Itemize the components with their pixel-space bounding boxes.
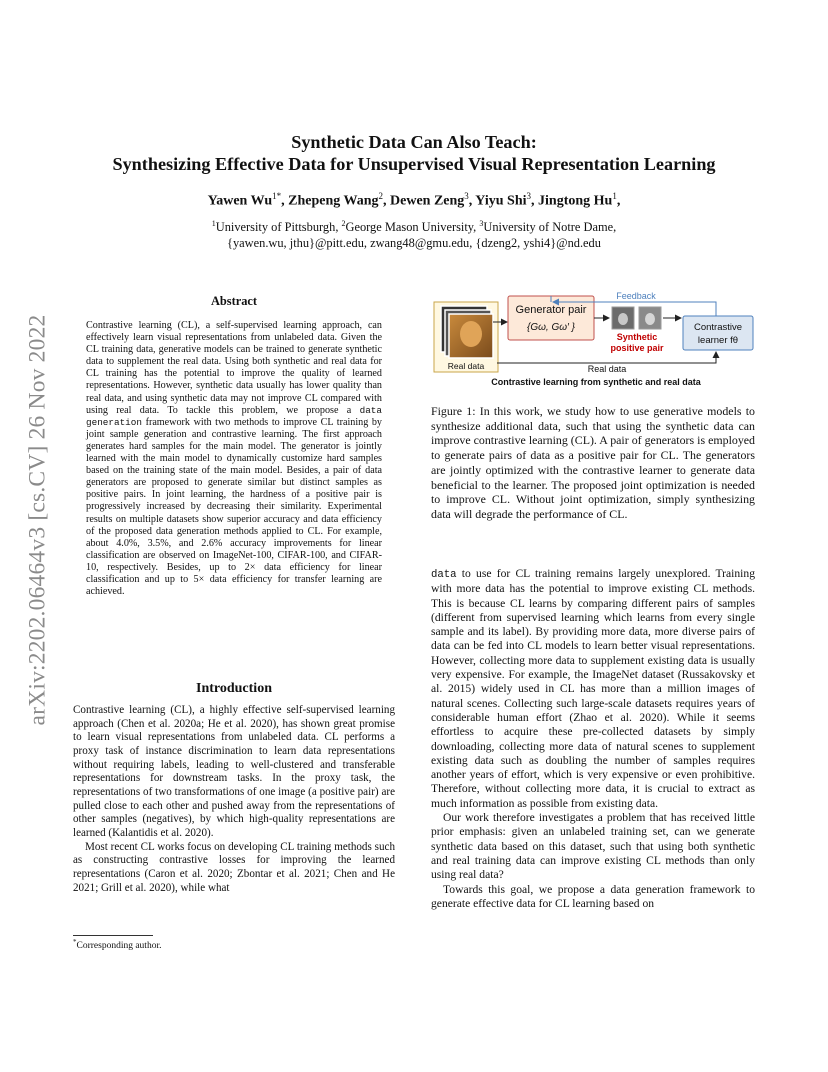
generator-pair-frame: [508, 296, 594, 340]
contrastive-learner-line-2: learner fθ: [697, 335, 739, 346]
abstract-body: [86, 320, 382, 598]
affiliation-line: [60, 216, 768, 235]
author-sep: ,: [531, 193, 539, 209]
right-paragraph-1: [431, 567, 755, 811]
synthetic-label-line-1: Synthetic: [616, 332, 658, 342]
abstract-paragraph: [86, 320, 382, 598]
abstract-heading: Abstract: [210, 294, 258, 308]
author-sup: 3: [464, 191, 469, 201]
dog-head-shape: [460, 321, 482, 347]
affiliation-sup: 3: [479, 219, 484, 228]
author-sep: ,: [616, 193, 621, 209]
synthetic-pair: [610, 307, 664, 353]
author-sup: 1: [612, 191, 617, 201]
arxiv-identifier-text: arXiv:2202.06464v3 [cs.CV] 26 Nov 2022: [24, 314, 51, 726]
figure-1-diagram: [431, 288, 759, 392]
author-emails: {yawen.wu, jthu}@pitt.edu, zwang48@gmu.edu, {dzeng2, yshi4}@nd.edu: [227, 236, 601, 251]
affiliation-2: George Mason University,: [345, 220, 480, 235]
author-name: Jingtong Hu: [538, 193, 613, 209]
contrastive-learner-line-1: Contrastive: [693, 322, 743, 333]
author-sep: ,: [468, 193, 476, 209]
real-data-arrow-label: Real data: [587, 364, 627, 374]
author-sep: ,: [281, 193, 289, 209]
right-paragraph-3: Towards this goal, we propose a data generation framework to generate effective data for CL learning based on: [431, 882, 755, 910]
author-sup: 2: [378, 191, 384, 201]
right-column-body: [431, 567, 755, 911]
footnote: [73, 938, 161, 951]
author-name: Yawen Wu: [207, 193, 273, 209]
author-name: Zhepeng Wang: [288, 193, 379, 209]
real-data-box: [434, 302, 498, 372]
abstract-text: Contrastive learning (CL), a self-supervised learning approach, can effectively learn visual representations from unlabeled data. Given the CL training data, generative models can be trained to generate synthetic data to supplement the real data. Using both synthetic and real data for CL training has the potential to improve the quality of learned representations. However, synthetic data usually has lower quality than real data, and using synthetic data may not improve CL compared with using real data. To tackle this problem, we propose a: [86, 320, 382, 416]
footnote-marker: *: [73, 938, 77, 946]
author-name: Yiyu Shi: [475, 193, 527, 209]
right-code-term: data: [431, 569, 457, 581]
abstract-code-term: data generation: [86, 404, 382, 428]
author-sep: ,: [383, 193, 391, 209]
real-data-arrow: [497, 352, 716, 363]
footnote-text: Corresponding author.: [76, 941, 162, 952]
paper-title-line-1: Synthetic Data Can Also Teach:: [291, 132, 537, 152]
figure-1-caption: Figure 1: In this work, we study how to use generative models to synthesize additional data, such that using the synthetic data can improve contrastive learning (CL). A pair of generators is employed to generate pairs of data as a positive pair for CL. The generators are jointly optimized with the contrastive learner to generate data beneficial to the learner. The proposed joint optimization is needed to improve CL. Without joint optimization, simply synthesizing data will degrade the performance of CL.: [431, 404, 755, 521]
arxiv-identifier: [18, 280, 58, 760]
right-paragraph-1-text: to use for CL training remains largely unexplored. Training with more data has the potential to improve existing CL methods. This is because CL learns by comparing different pairs of samples (different from supervised learning which learns from every single sample and its label). By providing more data, more diverse pairs of data can be fed into CL models to learn better visual representations. However, collecting more data to supplement existing data is usually very expensive. For example, the ImageNet dataset (Russakovsky et al. 2015) widely used in CL has more than a million images of natural scenes. Collecting such large-scale datasets requires years of considerable human effort (Zhao et al. 2020). While it seems effortless to acquire these pre-collected datasets by simply downloading, collecting more data of natural scenes to supplement existing data such as doubling the number of samples requires another years of effort, which is very expensive or even prohibitive. Therefore, without collecting more data, it is crucial to extract as much information as possible from existing data.: [431, 567, 755, 810]
author-sup: 3: [526, 191, 532, 201]
right-paragraph-2: Our work therefore investigates a problem that has received little prior emphasis: given an unlabeled training set, can we generate synthetic data based on this dataset, such that using both synthetic and real training data can improve existing CL methods than only using real data?: [431, 811, 755, 882]
introduction-body: [73, 704, 395, 895]
introduction-paragraph-1: Contrastive learning (CL), a highly effective self-supervised learning approach (Chen et al. 2020a; He et al. 2020), has shown great promise to learn visual representations from unlabeled data. CL performs a proxy task of instance discrimination to learn data representations without requiring labels, leading to well-clustered and transferable representations for downstream tasks. In the proxy task, the representations of two transformations of one image (a positive pair) are pulled close to each other and pushed away from the representations of other samples (negatives), by which high-quality representations are learned (Kalantidis et al. 2020).: [73, 704, 395, 839]
author-name: Dewen Zeng: [390, 193, 465, 209]
author-sup: 1*: [272, 191, 282, 201]
real-data-label: Real data: [447, 361, 485, 371]
footnote-rule: [73, 935, 153, 936]
affiliation-sup: 1: [211, 219, 216, 228]
affiliations: [60, 216, 768, 251]
figure-subtitle: Contrastive learning from synthetic and real data: [491, 377, 701, 387]
introduction-paragraph-2: Most recent CL works focus on developing CL training methods such as constructing contrastive losses for improving the learned representations (Caron et al. 2020; Zbontar et al. 2021; Chen and He 2021; Grill et al. 2020), while what: [73, 840, 395, 894]
generator-pair-label: Generator pair: [515, 304, 587, 316]
synthetic-subject-1: [618, 313, 628, 325]
synthetic-subject-2: [645, 313, 655, 325]
affiliation-1: University of Pittsburgh,: [215, 220, 342, 235]
generator-pair-box: [508, 296, 594, 340]
synthetic-label-line-2: positive pair: [610, 343, 664, 353]
introduction-heading: Introduction: [196, 681, 272, 696]
author-list: [60, 191, 768, 210]
paper-title-line-2: Synthesizing Effective Data for Unsupervised Visual Representation Learning: [112, 154, 716, 174]
affiliation-3: University of Notre Dame,: [483, 220, 617, 235]
affiliation-sup: 2: [341, 219, 346, 228]
contrastive-learner-box: [683, 316, 753, 350]
feedback-label: Feedback: [616, 291, 656, 301]
generator-pair-symbols: {Gω, Gω′ }: [526, 322, 576, 333]
abstract-text: framework with two methods to improve CL training by joint sample generation and contrastive learning. The first approach generates hard samples for the main model. The generator is jointly learned with the main model to dynamically customize hard samples based on the training state of the main model. Besides, a pair of data generators are proposed to generate similar but distinct samples as positive pairs. In joint learning, the hardness of a positive pair is progressively increased by decreasing their similarity. Experimental results on multiple datasets show superior accuracy and data efficiency of the proposed data generation methods applied to CL. For example, about 4.0%, 3.5%, and 2.6% accuracy improvements for linear classification are observed on ImageNet-100, CIFAR-100, and CIFAR-10, respectively. Besides, up to 2× data efficiency for linear classification and up to 5× data efficiency for transfer learning are achieved.: [86, 416, 382, 598]
